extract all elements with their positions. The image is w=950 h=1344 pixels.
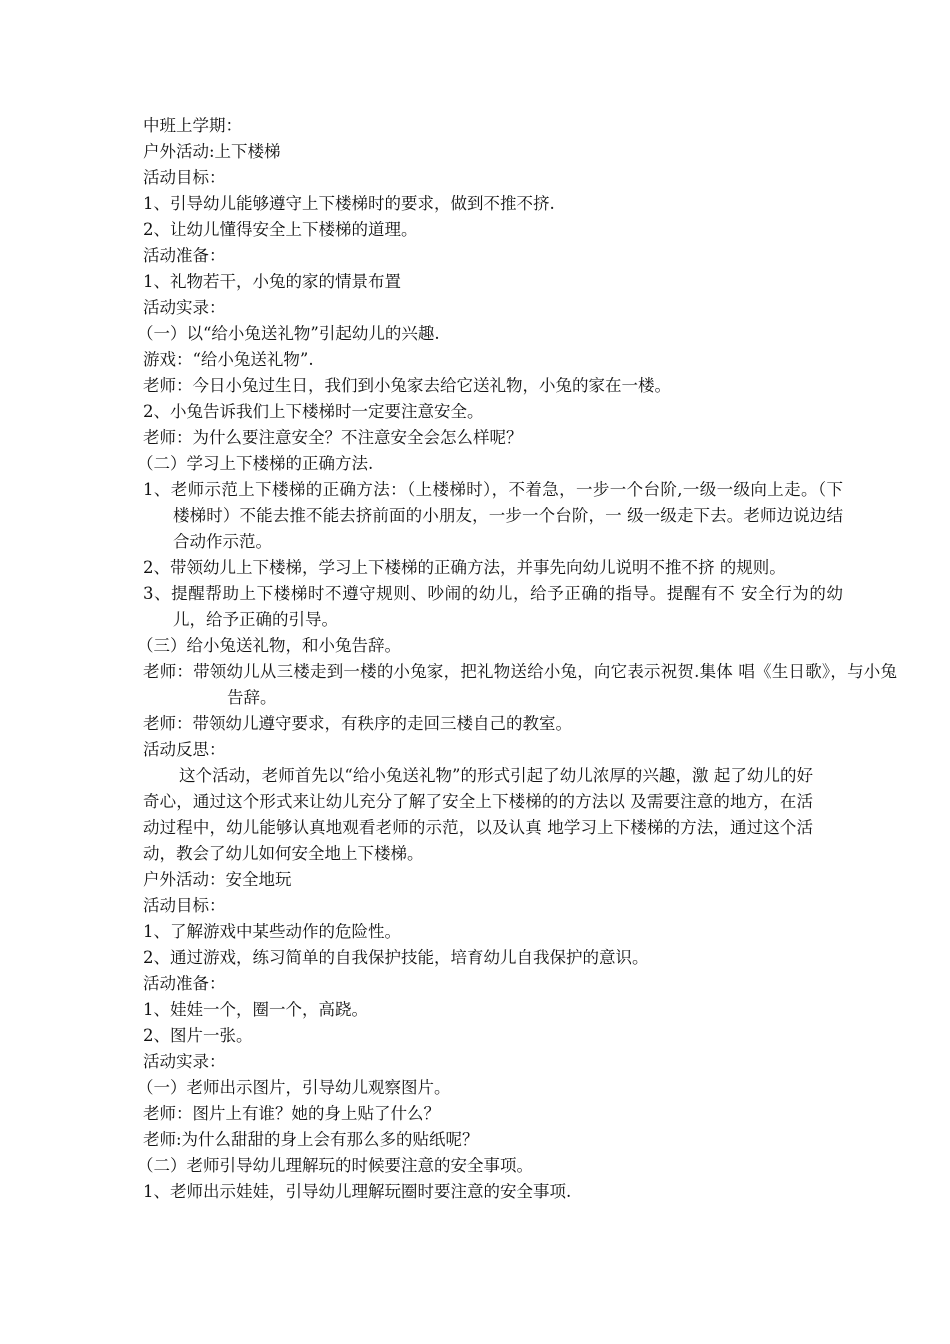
record-item: 3、提醒帮助上下楼梯时不遵守规则、吵闹的幼儿，给予正确的指导。提醒有不 安全行为的幼儿，给予正确的引导。	[143, 584, 843, 629]
record-line: 2、小兔告诉我们上下楼梯时一定要注意安全。	[143, 402, 484, 421]
goal-item: 2、让幼儿懂得安全上下楼梯的道理。	[143, 220, 418, 239]
preparation-item: 2、图片一张。	[143, 1026, 253, 1045]
record-step: （二）老师引导幼儿理解玩的时候要注意的安全事项。	[137, 1156, 533, 1175]
record-step: （二）学习上下楼梯的正确方法.	[137, 454, 374, 473]
section-preparation: 活动准备：	[143, 974, 226, 993]
document-body	[137, 113, 897, 1205]
preparation-item: 1、娃娃一个，圈一个，高跷。	[143, 1000, 368, 1019]
record-item: 1、老师示范上下楼梯的正确方法：（上楼梯时），不着急，一步一个台阶,一级一级向上走。（下楼梯时）不能去推不能去挤前面的小朋友，一步一个台阶，一 级一级走下去。老师边说边结合动作示范。	[143, 480, 843, 551]
preparation-item: 1、礼物若干，小兔的家的情景布置	[143, 272, 401, 291]
activity-title-stairs: 户外活动:上下楼梯	[143, 142, 281, 161]
reflection-paragraph: 这个活动，老师首先以“给小兔送礼物”的形式引起了幼儿浓厚的兴趣，激 起了幼儿的好奇心，通过这个形式来让幼儿充分了解了安全上下楼梯的的方法以 及需要注意的地方，在活动过程中，幼儿能够认真地观看老师的示范，以及认真 地学习上下楼梯的方法，通过这个活动，教会了幼儿如何安全地上下楼梯。	[143, 766, 813, 863]
record-line: 老师：图片上有谁？她的身上贴了什么？	[143, 1104, 440, 1123]
section-record: 活动实录：	[143, 1052, 226, 1071]
record-step: （一）老师出示图片，引导幼儿观察图片。	[137, 1078, 451, 1097]
record-item: 2、带领幼儿上下楼梯，学习上下楼梯的正确方法，并事先向幼儿说明不推不挤 的规则。	[143, 558, 786, 577]
goal-item: 2、通过游戏，练习简单的自我保护技能，培育幼儿自我保护的意识。	[143, 948, 649, 967]
section-reflection: 活动反思：	[143, 740, 226, 759]
section-goals: 活动目标：	[143, 168, 226, 187]
record-line: 游戏：“给小兔送礼物”.	[143, 350, 314, 369]
record-line: 老师：带领幼儿遵守要求，有秩序的走回三楼自己的教室。	[143, 714, 572, 733]
record-line: 老师:为什么甜甜的身上会有那么多的贴纸呢？	[143, 1130, 479, 1149]
goal-item: 1、引导幼儿能够遵守上下楼梯时的要求，做到不推不挤.	[143, 194, 555, 213]
record-line: 1、老师出示娃娃，引导幼儿理解玩圈时要注意的安全事项.	[143, 1182, 572, 1201]
record-step: （一）以“给小兔送礼物”引起幼儿的兴趣.	[137, 324, 440, 343]
goal-item: 1、了解游戏中某些动作的危险性。	[143, 922, 401, 941]
record-item: 老师：带领幼儿从三楼走到一楼的小兔家，把礼物送给小兔，向它表示祝贺.集体 唱《生日歌》，与小兔告辞。	[143, 662, 897, 707]
record-line: 老师：为什么要注意安全？不注意安全会怎么样呢？	[143, 428, 523, 447]
semester-heading: 中班上学期：	[143, 116, 242, 135]
section-record: 活动实录：	[143, 298, 226, 317]
section-goals: 活动目标：	[143, 896, 226, 915]
section-preparation: 活动准备：	[143, 246, 226, 265]
activity-title-safe-play: 户外活动：安全地玩	[143, 870, 292, 889]
record-step: （三）给小兔送礼物，和小兔告辞。	[137, 636, 401, 655]
record-line: 老师：今日小兔过生日，我们到小兔家去给它送礼物，小兔的家在一楼。	[143, 376, 671, 395]
